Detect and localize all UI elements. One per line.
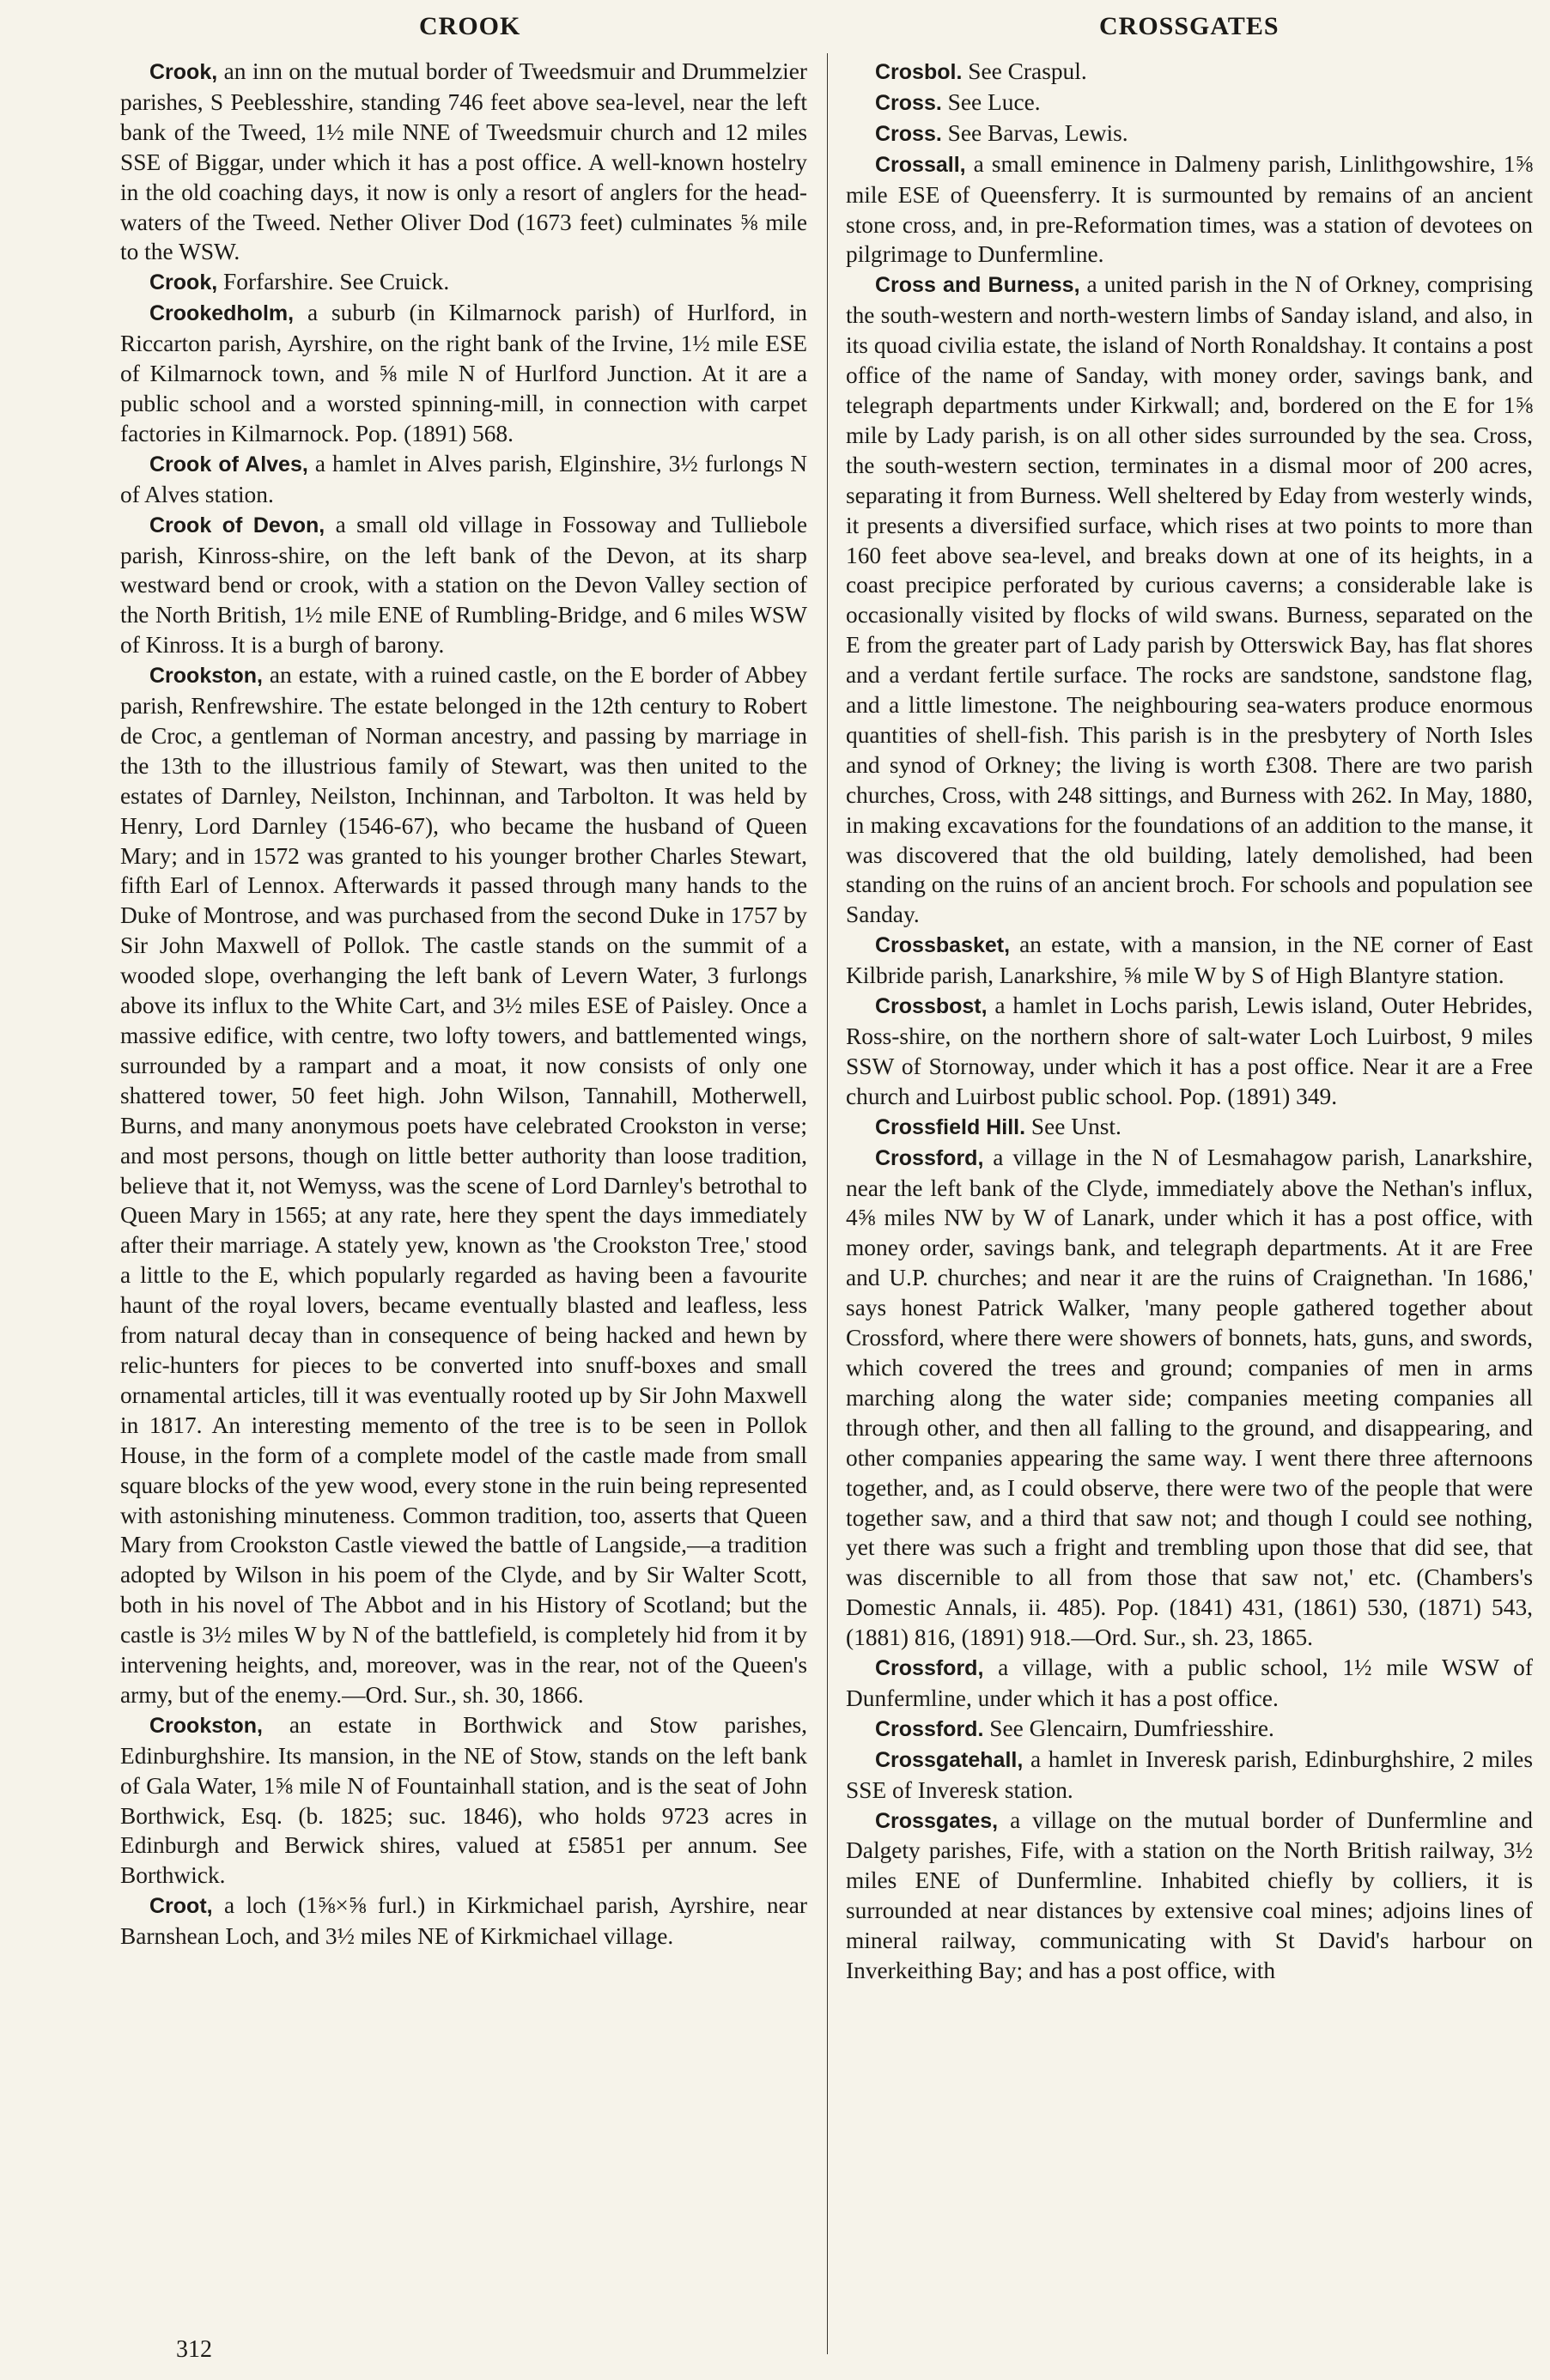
gazetteer-entry — [120, 510, 807, 661]
left-column — [120, 57, 807, 1952]
gazetteer-entry — [846, 88, 1533, 118]
gazetteer-entry — [120, 267, 807, 298]
entry-headword: Cross and Burness, — [875, 273, 1080, 298]
gazetteer-entry — [846, 1806, 1533, 1986]
entry-text: a hamlet in Lochs parish, Lewis island, Outer Hebrides, Ross-shire, on the northern shore of salt-water Loch Luirbost, 9 miles SSW of Stornoway, under which it has a post office. Near it are a Free church and Luirbost public school. Pop. (1891) 349. — [846, 993, 1533, 1109]
entry-headword: Croot, — [149, 1894, 213, 1919]
entry-text: a village, with a public school, 1½ mile WSW of Dunfermline, under which it has a post office. — [846, 1654, 1533, 1711]
entry-headword: Crossgates, — [875, 1808, 999, 1833]
entry-headword: Crookston, — [149, 1713, 263, 1738]
gazetteer-entry — [846, 1653, 1533, 1714]
entry-headword: Crook, — [149, 60, 218, 84]
entry-text: a village on the mutual border of Dunfermline and Dalgety parishes, Fife, with a station on the North British railway, 3½ miles ENE of Dunfermline. Inhabited chiefly by colliers, it is surrounded at near distances by extensive coal mines; adjoins lines of mineral railway, communicating with St David's harbour on Inverkeithing Bay; and has a post office, with — [846, 1806, 1533, 1984]
gazetteer-entry — [846, 149, 1533, 270]
page-number: 312 — [176, 2336, 212, 2363]
entry-text: an inn on the mutual border of Tweedsmuir and Drummelzier parishes, S Peeblesshire, standing 746 feet above sea-level, near the left bank of the Tweed, 1½ mile NNE of Tweedsmuir church and 12 miles SSE of Biggar, under which it has a post office. A well-known hostelry in the old coaching days, it now is only a resort of anglers for the head-waters of the Tweed. Nether Oliver Dod (1673 feet) culminates ⅝ mile to the WSW. — [120, 58, 807, 265]
entry-text: a small old village in Fossoway and Tulliebole parish, Kinross-shire, on the left bank of the Devon, at its sharp westward bend or crook, with a station on the Devon Valley section of the North British, 1½ mile ENE of Rumbling-Bridge, and 6 miles WSW of Kinross. It is a burgh of barony. — [120, 511, 807, 659]
entry-headword: Crook of Alves, — [149, 452, 308, 477]
gazetteer-entry — [120, 298, 807, 449]
entry-headword: Crookston, — [149, 664, 263, 689]
gazetteer-entry — [846, 270, 1533, 930]
entry-headword: Crossford. — [875, 1716, 984, 1741]
entry-headword: Crook of Devon, — [149, 513, 325, 537]
gazetteer-entry — [846, 57, 1533, 88]
entry-headword: Crossbost, — [875, 994, 988, 1019]
gazetteer-entry — [120, 57, 807, 267]
gazetteer-entry — [120, 1710, 807, 1891]
entry-text: a small eminence in Dalmeny parish, Linlithgowshire, 1⅝ mile ESE of Queensferry. It is surmounted by remains of an ancient stone cross, and, in pre-Reformation times, was a station of devotees on pilgrimage to Dunfermline. — [846, 150, 1533, 268]
entry-headword: Crosbol. — [875, 60, 963, 84]
entry-headword: Cross. — [875, 121, 942, 146]
entry-text: a hamlet in Alves parish, Elginshire, 3½ furlongs N of Alves station. — [120, 450, 807, 507]
right-column — [846, 57, 1533, 1986]
entry-text: See Barvas, Lewis. — [941, 119, 1128, 146]
entry-headword: Crossall, — [875, 152, 966, 177]
entry-text: an estate, with a ruined castle, on the E border of Abbey parish, Renfrewshire. The estate belonged in the 12th century to Robert de Croc, a gentleman of Norman ancestry, and passing by marriage in the 13th to the illustrious family of Stewart, was then united to the estates of Darnley, Neilston, Inchinnan, and Tarbolton. It was held by Henry, Lord Darnley (1546-67), who became the husband of Queen Mary; and in 1572 was granted to his younger brother Charles Stewart, fifth Earl of Lennox. Afterwards it passed through many hands to the Duke of Montrose, and was purchased from the second Duke in 1757 by Sir John Maxwell of Pollok. The castle stands on the summit of a wooded slope, overhanging the left bank of Levern Water, 3 furlongs above its influx to the White Cart, and 3½ miles ESE of Paisley. Once a massive edifice, with centre, two lofty towers, and battlemented wings, surrounded by a rampart and a moat, it now consists of only one shattered tower, 50 feet high. John Wilson, Tannahill, Motherwell, Burns, and many anonymous poets have celebrated Crookston in verse; and most persons, though on little better authority than loose tradition, believe that it, not Wemyss, was the scene of Lord Darnley's betrothal to Queen Mary in 1565; at any rate, here they spent the days immediately after their marriage. A stately yew, known as 'the Crookston Tree,' stood a little to the E, which popularly regarded as having been a favourite haunt of the royal lovers, became eventually blasted and leafless, less from natural decay than in consequence of being hacked and hewn by relic-hunters for pieces to be converted into snuff-boxes and small ornamental articles, till it was eventually rooted up by Sir John Maxwell in 1817. An interesting memento of the tree is to be seen in Pollok House, in the form of a complete model of the castle made from small square blocks of the yew wood, every stone in the ruin being represented with astonishing minuteness. Common tradition, too, asserts that Queen Mary from Crookston Castle viewed the battle of Langside,—a tradition adopted by Wilson in his poem of the Clyde, and by Sir Walter Scott, both in his novel of The Abbot and in his History of Scotland; but the castle is 3½ miles W by N of the battlefield, is completely hid from it by intervening heights, and, moreover, was in the rear, not of the Queen's army, but of the enemy.—Ord. Sur., sh. 30, 1866. — [120, 662, 807, 1708]
column-rule — [827, 53, 828, 2354]
entry-text: an estate, with a mansion, in the NE corner of East Kilbride parish, Lanarkshire, ⅝ mile W by S of High Blantyre station. — [846, 932, 1533, 989]
gazetteer-entry — [846, 991, 1533, 1112]
entry-text: See Unst. — [1025, 1113, 1121, 1139]
running-head-right: CROSSGATES — [1099, 12, 1280, 40]
gazetteer-entry — [120, 1891, 807, 1952]
gazetteer-entry — [846, 930, 1533, 991]
entry-text: a united parish in the N of Orkney, comprising the south-western and north-western limbs of Sanday island, and also, in its quoad civilia estate, the island of North Ronaldshay. It contains a post office of the name of Sanday, with money order, savings bank, and telegraph departments under Kirkwall; and, bordered on the E for 1⅝ mile by Lady parish, is on all other sides surrounded by the sea. Cross, the south-western section, terminates in a dismal moor of 200 acres, separating it from Burness. Well sheltered by Eday from westerly winds, it presents a diversified surface, which rises at two points to more than 160 feet above sea-level, and breaks down at one of its heights, in a coast precipice perforated by curious caverns; a considerable lake is occasionally visited by flocks of wild swans. Burness, separated on the E from the greater part of Lady parish by Otterswick Bay, has flat shores and a verdant fertile surface. The rocks are sandstone, sandstone flag, and a little limestone. The neighbouring sea-waters produce enormous quantities of shell-fish. This parish is in the presbytery of North Isles and synod of Orkney; the living is worth £308. There are two parish churches, Cross, with 248 sittings, and Burness with 262. In May, 1880, in making excavations for the foundations of an addition to the manse, it was discovered that the old building, lately demolished, had been standing on the ruins of an ancient broch. For schools and population see Sanday. — [846, 271, 1533, 928]
running-head-left: CROOK — [419, 12, 521, 40]
gazetteer-entry — [120, 449, 807, 510]
entry-text: a hamlet in Inveresk parish, Edinburghshire, 2 miles SSE of Inveresk station. — [846, 1746, 1533, 1803]
entry-text: See Glencairn, Dumfriesshire. — [983, 1715, 1274, 1741]
gazetteer-entry — [846, 1714, 1533, 1745]
entry-headword: Crossgatehall, — [875, 1747, 1024, 1772]
entry-text: an estate in Borthwick and Stow parishes, Edinburghshire. Its mansion, in the NE of Stow, stands on the left bank of Gala Water, 1⅝ mile N of Fountainhall station, and is the seat of John Borthwick, Esq. (b. 1825; suc. 1846), who holds 9723 acres in Edinburgh and Berwick shires, valued at £5851 per annum. See Borthwick. — [120, 1711, 807, 1889]
gazetteer-entry — [846, 1143, 1533, 1653]
entry-text: a village in the N of Lesmahagow parish, Lanarkshire, near the left bank of the Clyde, immediately above the Nethan's influx, 4⅝ miles NW by W of Lanark, under which it has a post office, with money order, savings bank, and telegraph departments. At it are Free and U.P. churches; and near it are the ruins of Craignethan. 'In 1686,' says honest Patrick Walker, 'many people gathered together about Crossford, where there were showers of bonnets, hats, guns, and swords, which covered the trees and ground; companies of men in arms marching along the water side; companies meeting companies all through other, and then all falling to the ground, and disappearing, and other companies appearing the same way. I went there three afternoons together, and, as I could observe, there were two of the people that were together saw, and a third that saw not; and though I could see nothing, yet there was such a fright and trembling upon those that did see, that was discernible to all from those that saw not,' etc. (Chambers's Domestic Annals, ii. 485). Pop. (1841) 431, (1861) 530, (1871) 543, (1881) 816, (1891) 918.—Ord. Sur., sh. 23, 1865. — [846, 1144, 1533, 1651]
entry-headword: Crossford, — [875, 1656, 984, 1681]
entry-headword: Cross. — [875, 90, 942, 115]
entry-text: See Craspul. — [962, 58, 1087, 84]
entry-text: a loch (1⅝×⅝ furl.) in Kirkmichael parish, Ayrshire, near Barnshean Loch, and 3½ miles NE of Kirkmichael village. — [120, 1892, 807, 1950]
entry-text: a suburb (in Kilmarnock parish) of Hurlford, in Riccarton parish, Ayrshire, on the right bank of the Irvine, 1½ mile ESE of Kilmarnock town, and ⅝ mile N of Hurlford Junction. At it are a public school and a worsted spinning-mill, in connection with carpet factories in Kilmarnock. Pop. (1891) 568. — [120, 300, 807, 446]
gazetteer-entry — [846, 1745, 1533, 1806]
entry-headword: Crossford, — [875, 1145, 984, 1170]
gazetteer-entry — [120, 660, 807, 1710]
entry-headword: Crook, — [149, 270, 218, 295]
entry-text: See Luce. — [941, 88, 1041, 115]
entry-headword: Crossfield Hill. — [875, 1114, 1026, 1139]
gazetteer-entry — [846, 1112, 1533, 1143]
entry-headword: Crookedholm, — [149, 301, 295, 326]
gazetteer-entry — [846, 118, 1533, 149]
entry-text: Forfarshire. See Cruick. — [217, 269, 450, 295]
entry-headword: Crossbasket, — [875, 933, 1011, 958]
